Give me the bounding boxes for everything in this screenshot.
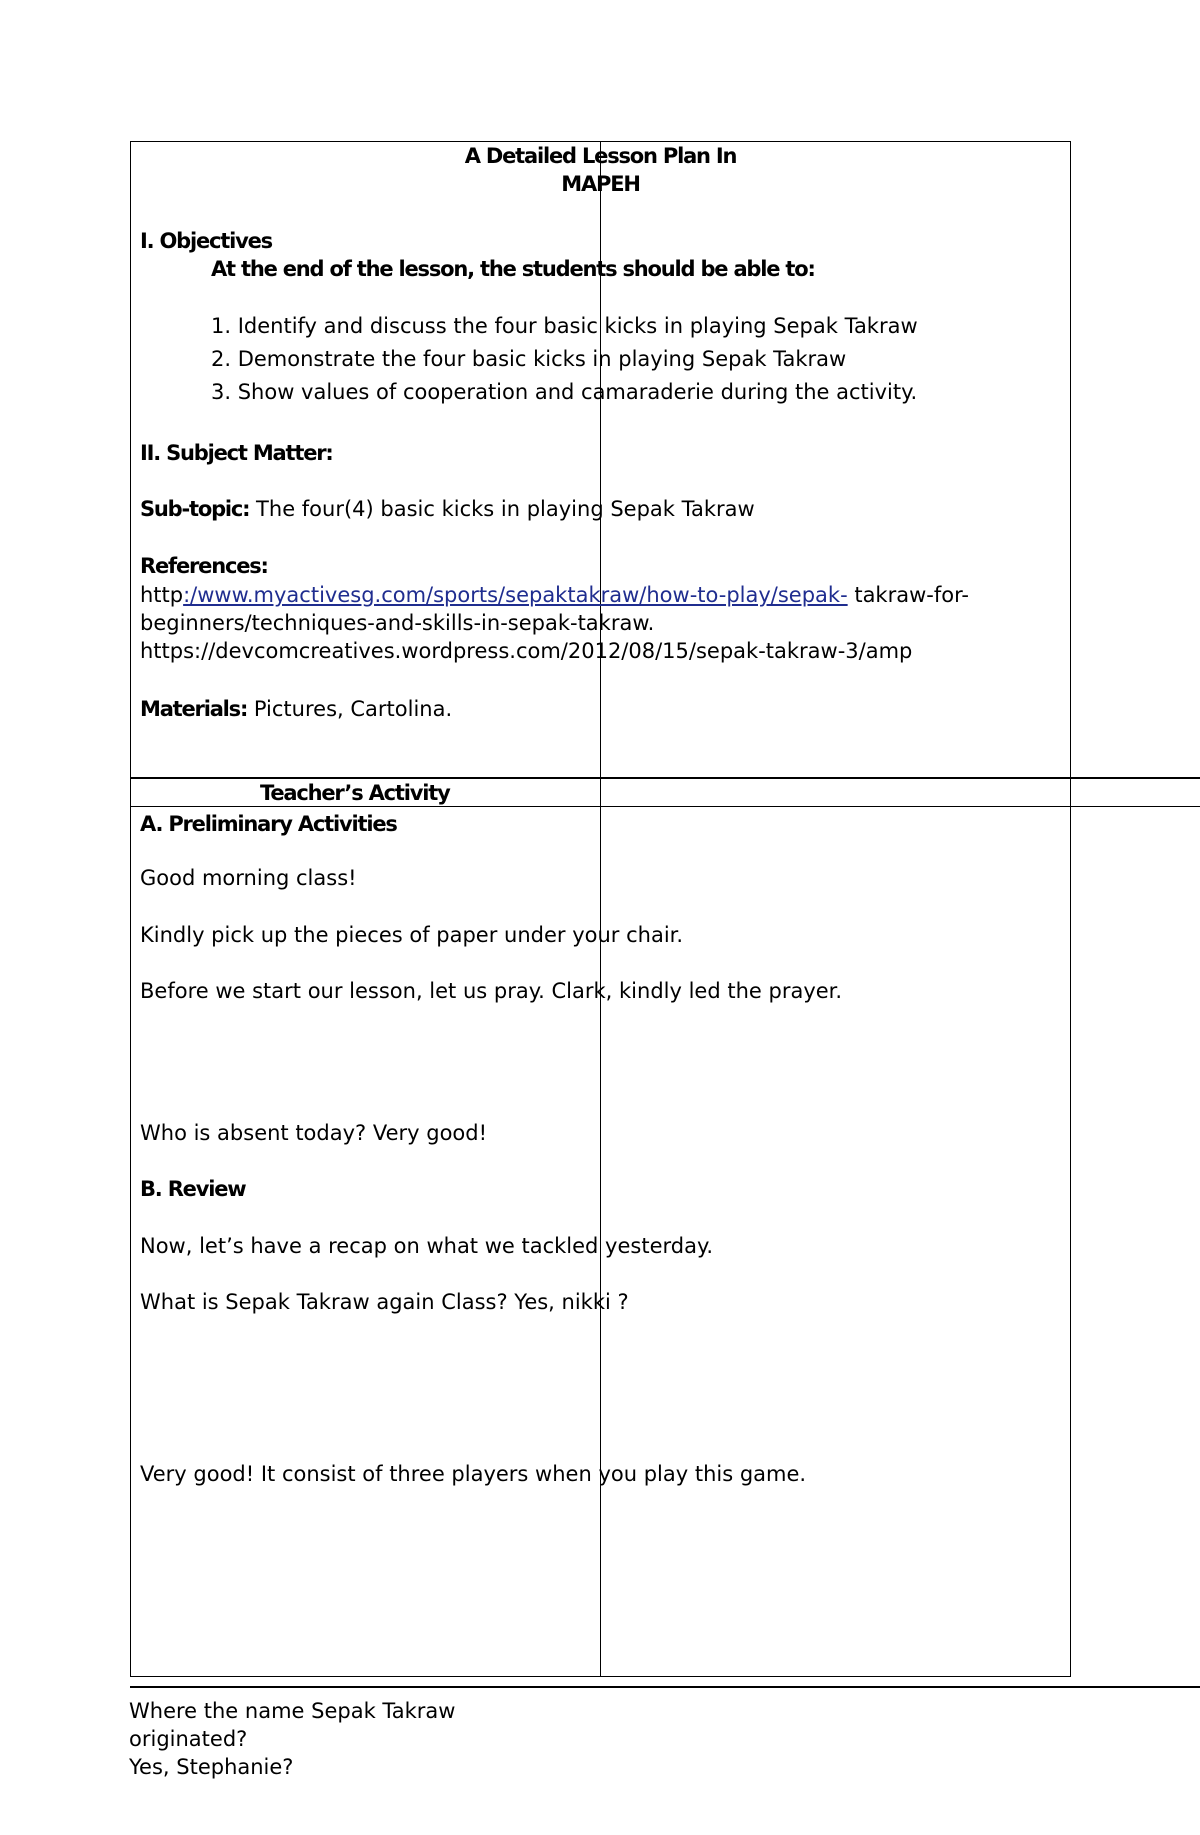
reference-line-3: https://devcomcreatives.wordpress.com/2012/08/15/sepak-takraw-3/amp	[140, 639, 913, 663]
subtopic-label: Sub-topic:	[140, 497, 250, 521]
footer-question-line: Where the name Sepak Takraw	[129, 1699, 456, 1723]
page-title: A Detailed Lesson Plan In	[464, 144, 737, 168]
reference-prefix: http	[140, 583, 184, 607]
activity-line: What is Sepak Takraw again Class? Yes, nikki ?	[140, 1290, 629, 1314]
objective-item: 1. Identify and discuss the four basic kicks in playing Sepak Takraw	[211, 314, 918, 338]
materials-value: Pictures, Cartolina.	[247, 697, 453, 721]
teacher-activity-column-header: Teacher’s Activity	[260, 781, 450, 805]
reference-line-1	[140, 583, 969, 607]
activity-line: Who is absent today? Very good!	[140, 1121, 488, 1145]
subtopic-value: The four(4) basic kicks in playing Sepak Takraw	[249, 497, 755, 521]
activity-line: Good morning class!	[140, 866, 357, 890]
reference-suffix: takraw-for-	[847, 583, 969, 607]
objective-item: 3. Show values of cooperation and camaraderie during the activity.	[211, 380, 918, 404]
preliminary-activities-heading: A. Preliminary Activities	[140, 812, 397, 836]
activity-table-bottom	[130, 1686, 1200, 1688]
materials-label: Materials:	[140, 697, 248, 721]
outer-border-left	[130, 141, 131, 1677]
outer-border-right	[1070, 141, 1071, 1677]
reference-link[interactable]: :/www.myactivesg.com/sports/sepaktakraw/how-to-play/sepak-	[183, 583, 848, 607]
activity-line: Kindly pick up the pieces of paper under your chair.	[140, 923, 684, 947]
references-label: References:	[140, 554, 268, 578]
objectives-heading: I. Objectives	[140, 229, 272, 253]
reference-line-2: beginners/techniques-and-skills-in-sepak-takraw.	[140, 611, 655, 635]
activity-line: Now, let’s have a recap on what we tackled yesterday.	[140, 1234, 714, 1258]
activity-header-bottom	[130, 806, 1200, 807]
review-heading: B. Review	[140, 1177, 246, 1201]
materials-line	[140, 697, 452, 721]
subtopic-line	[140, 497, 755, 521]
subject-matter-heading: II. Subject Matter:	[140, 441, 333, 465]
activity-table-top	[130, 777, 1200, 779]
center-divider	[600, 141, 601, 1677]
objectives-intro: At the end of the lesson, the students should be able to:	[211, 257, 815, 281]
activity-line: Before we start our lesson, let us pray. Clark, kindly led the prayer.	[140, 979, 843, 1003]
footer-question-line: originated?	[129, 1727, 248, 1751]
activity-line: Very good! It consist of three players when you play this game.	[140, 1462, 807, 1486]
objective-item: 2. Demonstrate the four basic kicks in playing Sepak Takraw	[211, 347, 847, 371]
footer-question-line: Yes, Stephanie?	[129, 1755, 294, 1779]
subject-title: MAPEH	[561, 172, 640, 196]
